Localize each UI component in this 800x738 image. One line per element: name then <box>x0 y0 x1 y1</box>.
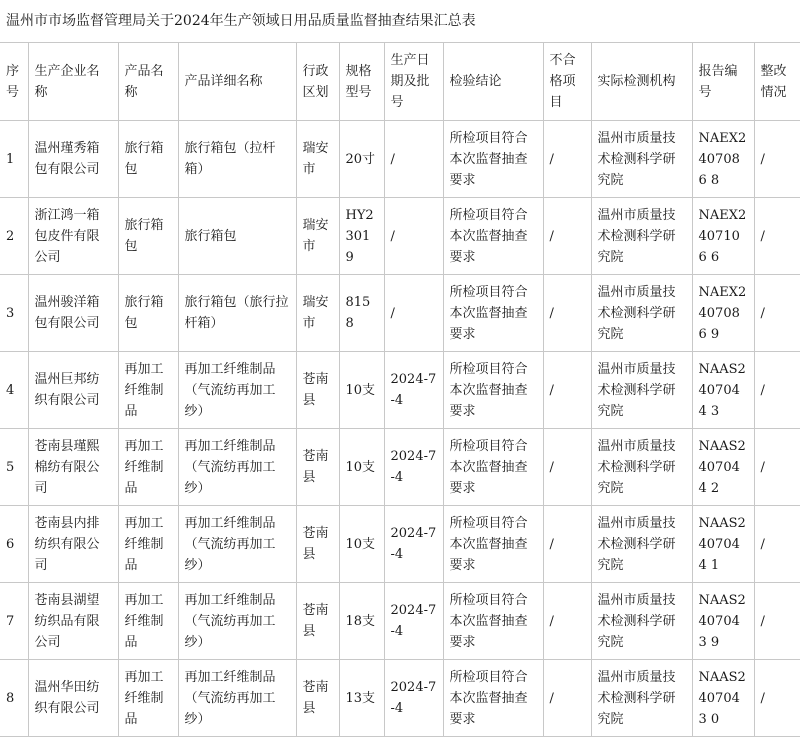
cell-district: 苍南县 <box>296 506 339 583</box>
cell-company: 浙江鸿一箱包皮件有限公司 <box>28 198 118 275</box>
header-district: 行政区划 <box>296 43 339 121</box>
cell-spec: 13支 <box>339 660 384 737</box>
header-conclusion: 检验结论 <box>443 43 543 121</box>
cell-report-no: NAAS2407043 9 <box>692 583 754 660</box>
cell-lab: 温州市质量技术检测科学研究院 <box>591 275 692 352</box>
cell-spec: 8158 <box>339 275 384 352</box>
cell-failed-items: / <box>543 506 591 583</box>
cell-spec: HY23019 <box>339 198 384 275</box>
cell-conclusion: 所检项目符合本次监督抽查要求 <box>443 583 543 660</box>
cell-rectification: / <box>754 429 800 506</box>
cell-spec: 20寸 <box>339 121 384 198</box>
cell-spec: 10支 <box>339 506 384 583</box>
cell-failed-items: / <box>543 198 591 275</box>
cell-conclusion: 所检项目符合本次监督抽查要求 <box>443 429 543 506</box>
cell-district: 苍南县 <box>296 660 339 737</box>
cell-spec: 18支 <box>339 583 384 660</box>
cell-date-batch: 2024-7-4 <box>384 506 443 583</box>
cell-report-no: NAAS2407044 3 <box>692 352 754 429</box>
header-lab: 实际检测机构 <box>591 43 692 121</box>
header-spec: 规格型号 <box>339 43 384 121</box>
header-product: 产品名称 <box>118 43 178 121</box>
cell-date-batch: / <box>384 275 443 352</box>
header-company: 生产企业名称 <box>28 43 118 121</box>
cell-lab: 温州市质量技术检测科学研究院 <box>591 660 692 737</box>
cell-index: 1 <box>0 121 28 198</box>
cell-product-detail: 旅行箱包（旅行拉杆箱） <box>178 275 296 352</box>
table-row <box>0 198 800 275</box>
cell-product: 旅行箱包 <box>118 121 178 198</box>
cell-rectification: / <box>754 352 800 429</box>
cell-product: 旅行箱包 <box>118 198 178 275</box>
header-product-detail: 产品详细名称 <box>178 43 296 121</box>
cell-date-batch: 2024-7-4 <box>384 429 443 506</box>
header-failed-items: 不合格项目 <box>543 43 591 121</box>
cell-lab: 温州市质量技术检测科学研究院 <box>591 583 692 660</box>
cell-product: 再加工纤维制品 <box>118 660 178 737</box>
cell-district: 苍南县 <box>296 583 339 660</box>
cell-failed-items: / <box>543 583 591 660</box>
cell-spec: 10支 <box>339 429 384 506</box>
table-row <box>0 660 800 737</box>
cell-spec: 10支 <box>339 352 384 429</box>
cell-product-detail: 再加工纤维制品（气流纺再加工纱） <box>178 429 296 506</box>
cell-index: 7 <box>0 583 28 660</box>
cell-index: 2 <box>0 198 28 275</box>
cell-district: 瑞安市 <box>296 121 339 198</box>
cell-rectification: / <box>754 660 800 737</box>
cell-conclusion: 所检项目符合本次监督抽查要求 <box>443 275 543 352</box>
cell-lab: 温州市质量技术检测科学研究院 <box>591 506 692 583</box>
cell-company: 温州华田纺织有限公司 <box>28 660 118 737</box>
cell-conclusion: 所检项目符合本次监督抽查要求 <box>443 198 543 275</box>
cell-product: 再加工纤维制品 <box>118 506 178 583</box>
cell-report-no: NAEX2407086 9 <box>692 275 754 352</box>
cell-date-batch: 2024-7-4 <box>384 583 443 660</box>
cell-rectification: / <box>754 198 800 275</box>
cell-conclusion: 所检项目符合本次监督抽查要求 <box>443 660 543 737</box>
cell-rectification: / <box>754 506 800 583</box>
header-rectification: 整改情况 <box>754 43 800 121</box>
cell-product-detail: 旅行箱包（拉杆箱） <box>178 121 296 198</box>
table-header-row <box>0 43 800 121</box>
cell-rectification: / <box>754 275 800 352</box>
cell-report-no: NAAS2407044 1 <box>692 506 754 583</box>
cell-product-detail: 再加工纤维制品（气流纺再加工纱） <box>178 352 296 429</box>
header-date-batch: 生产日期及批号 <box>384 43 443 121</box>
cell-product: 再加工纤维制品 <box>118 352 178 429</box>
table-row <box>0 352 800 429</box>
cell-index: 4 <box>0 352 28 429</box>
cell-product-detail: 再加工纤维制品（气流纺再加工纱） <box>178 583 296 660</box>
cell-failed-items: / <box>543 352 591 429</box>
cell-conclusion: 所检项目符合本次监督抽查要求 <box>443 506 543 583</box>
cell-company: 温州瑾秀箱包有限公司 <box>28 121 118 198</box>
table-row <box>0 583 800 660</box>
cell-failed-items: / <box>543 429 591 506</box>
cell-date-batch: / <box>384 198 443 275</box>
cell-failed-items: / <box>543 121 591 198</box>
cell-date-batch: / <box>384 121 443 198</box>
cell-lab: 温州市质量技术检测科学研究院 <box>591 352 692 429</box>
cell-report-no: NAAS2407044 2 <box>692 429 754 506</box>
cell-date-batch: 2024-7-4 <box>384 660 443 737</box>
cell-index: 3 <box>0 275 28 352</box>
cell-report-no: NAEX2407106 6 <box>692 198 754 275</box>
cell-report-no: NAEX2407086 8 <box>692 121 754 198</box>
cell-district: 苍南县 <box>296 429 339 506</box>
cell-failed-items: / <box>543 660 591 737</box>
cell-failed-items: / <box>543 275 591 352</box>
table-row <box>0 506 800 583</box>
cell-conclusion: 所检项目符合本次监督抽查要求 <box>443 352 543 429</box>
cell-rectification: / <box>754 121 800 198</box>
cell-product-detail: 再加工纤维制品（气流纺再加工纱） <box>178 660 296 737</box>
cell-district: 苍南县 <box>296 352 339 429</box>
cell-rectification: / <box>754 583 800 660</box>
cell-product: 再加工纤维制品 <box>118 583 178 660</box>
results-table <box>0 43 800 737</box>
cell-index: 6 <box>0 506 28 583</box>
cell-report-no: NAAS2407043 0 <box>692 660 754 737</box>
cell-product: 再加工纤维制品 <box>118 429 178 506</box>
cell-company: 苍南县湖望纺织品有限公司 <box>28 583 118 660</box>
cell-product: 旅行箱包 <box>118 275 178 352</box>
table-row <box>0 275 800 352</box>
cell-index: 5 <box>0 429 28 506</box>
cell-company: 苍南县内排纺织有限公司 <box>28 506 118 583</box>
cell-index: 8 <box>0 660 28 737</box>
table-row <box>0 121 800 198</box>
cell-company: 温州骏洋箱包有限公司 <box>28 275 118 352</box>
cell-district: 瑞安市 <box>296 198 339 275</box>
document-title: 温州市市场监督管理局关于2024年生产领域日用品质量监督抽查结果汇总表 <box>0 0 800 43</box>
cell-company: 温州巨邦纺织有限公司 <box>28 352 118 429</box>
header-index: 序号 <box>0 43 28 121</box>
table-row <box>0 429 800 506</box>
cell-company: 苍南县瑾熙棉纺有限公司 <box>28 429 118 506</box>
cell-lab: 温州市质量技术检测科学研究院 <box>591 121 692 198</box>
header-report-no: 报告编号 <box>692 43 754 121</box>
cell-product-detail: 再加工纤维制品（气流纺再加工纱） <box>178 506 296 583</box>
cell-conclusion: 所检项目符合本次监督抽查要求 <box>443 121 543 198</box>
cell-lab: 温州市质量技术检测科学研究院 <box>591 198 692 275</box>
cell-district: 瑞安市 <box>296 275 339 352</box>
cell-lab: 温州市质量技术检测科学研究院 <box>591 429 692 506</box>
cell-product-detail: 旅行箱包 <box>178 198 296 275</box>
cell-date-batch: 2024-7-4 <box>384 352 443 429</box>
